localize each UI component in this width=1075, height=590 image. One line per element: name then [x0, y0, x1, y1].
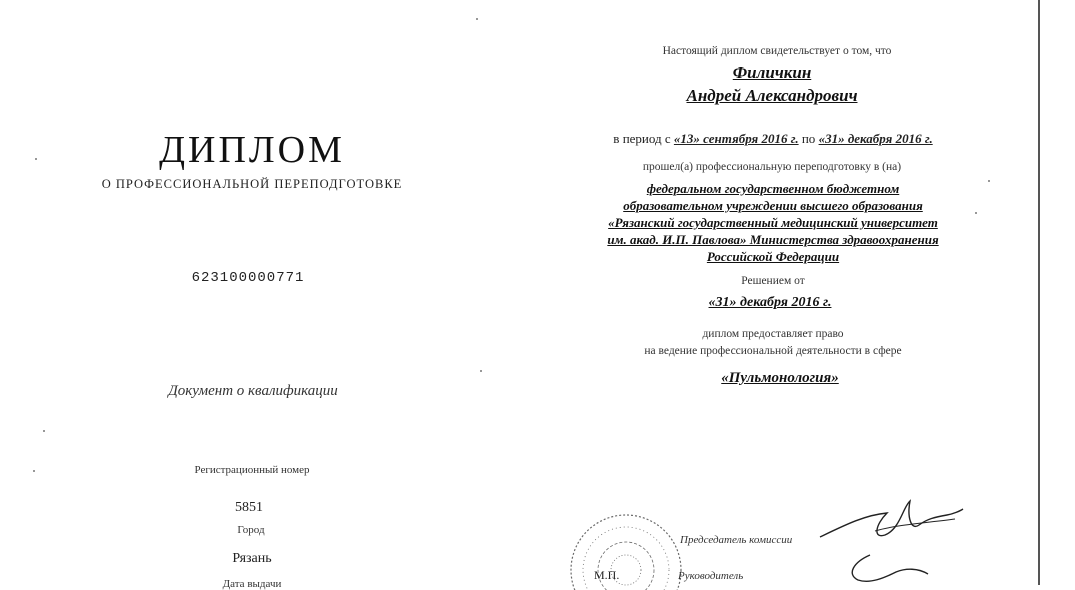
- org-line: федеральном государственном бюджетном: [646, 181, 900, 196]
- city-label: Город: [237, 524, 265, 536]
- page-edge-line: [1038, 0, 1040, 585]
- org-line: Российской Федерации: [706, 249, 840, 264]
- registration-label: Регистрационный номер: [194, 464, 310, 476]
- specialty: «Пульмонология»: [721, 370, 839, 386]
- holder-given-names: Андрей Александрович: [686, 86, 858, 105]
- seal-stamp-icon: [566, 500, 686, 590]
- head-label: Руководитель: [678, 570, 744, 582]
- org-line: «Рязанский государственный медицинский университет: [608, 215, 938, 230]
- decision-date: «31» декабря 2016 г.: [708, 295, 832, 310]
- issue-date-label: Дата выдачи: [222, 578, 282, 590]
- org-line: образовательном учреждении высшего образования: [623, 198, 923, 213]
- scan-dot: [35, 158, 37, 160]
- intro-text: Настоящий диплом свидетельствует о том, что: [662, 45, 892, 57]
- diploma-subtitle: О ПРОФЕССИОНАЛЬНОЙ ПЕРЕПОДГОТОВКЕ: [101, 177, 403, 191]
- head-signature-icon: [840, 550, 930, 585]
- scan-dot: [476, 18, 478, 20]
- scan-dot: [988, 180, 990, 182]
- scan-dot: [43, 430, 45, 432]
- document-kind: Документ о квалификации: [168, 383, 338, 399]
- scan-dot: [33, 470, 35, 472]
- scan-dot: [975, 212, 977, 214]
- holder-surname: Филичкин: [732, 63, 812, 82]
- organization-name: [607, 180, 938, 265]
- period-prefix: в период с: [613, 131, 671, 146]
- right-line-2: на ведение профессиональной деятельности в сфере: [644, 345, 902, 357]
- org-line: им. акад. И.П. Павлова» Министерства здравоохранения: [607, 232, 939, 247]
- commission-chair-label: Председатель комиссии: [680, 534, 793, 546]
- passed-text: прошел(а) профессиональную переподготовку в (на): [642, 161, 902, 173]
- decision-label: Решением от: [741, 275, 805, 287]
- right-line-1: диплом предоставляет право: [702, 328, 844, 340]
- period-mid: по: [801, 131, 816, 146]
- diploma-title: ДИПЛОМ: [159, 129, 345, 171]
- chair-signature-icon: [815, 495, 965, 550]
- registration-number: 5851: [235, 500, 263, 515]
- city-value: Рязань: [232, 551, 272, 566]
- scan-dot: [480, 370, 482, 372]
- stamp-label: М.П.: [594, 568, 620, 582]
- date-to: «31» декабря 2016 г.: [818, 131, 933, 146]
- date-from: «13» сентября 2016 г.: [673, 131, 799, 146]
- study-period: [613, 131, 932, 147]
- serial-number: 623100000771: [191, 270, 305, 286]
